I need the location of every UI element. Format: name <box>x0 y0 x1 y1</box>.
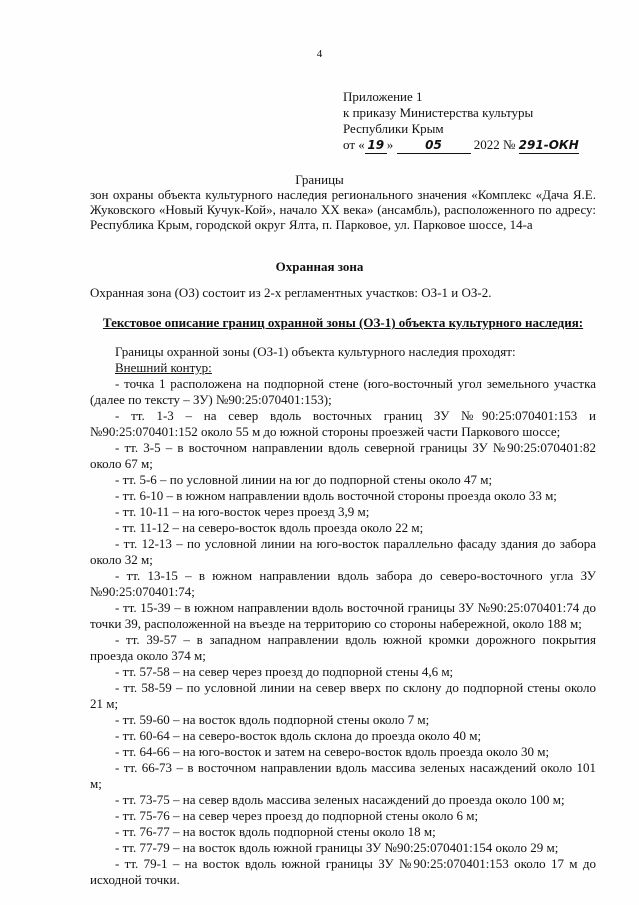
date-month: 05 <box>397 137 471 154</box>
boundary-item: - тт. 12-13 – по условной линии на юго-восток параллельно фасаду здания до забора около 32 м; <box>90 536 596 567</box>
boundary-item: - тт. 3-5 – в восточном направлении вдоль северной границы ЗУ №90:25:070401:82 около 67 м; <box>90 440 596 471</box>
intro-text: Охранная зона (ОЗ) состоит из 2-х регламентных участков: ОЗ-1 и ОЗ-2. <box>90 285 492 300</box>
appendix-block <box>343 89 579 154</box>
boundary-item: - тт. 15-39 – в южном направлении вдоль восточной границы ЗУ №90:25:070401:74 до точки 39, расположенной на въезде на территорию со стороны набережной, около 188 м; <box>90 600 596 631</box>
boundary-item: - тт. 10-11 – на юго-восток через проезд 3,9 м; <box>115 504 370 519</box>
section-heading: Охранная зона <box>275 259 364 274</box>
text-description-heading: Текстовое описание границ охранной зоны (ОЗ-1) объекта культурного наследия: <box>102 315 584 330</box>
boundary-item: - тт. 13-15 – в южном направлении вдоль забора до северо-восточного угла ЗУ №90:25:070401:74; <box>90 568 596 599</box>
boundary-item: - тт. 60-64 – на северо-восток вдоль склона до проезда около 40 м; <box>115 728 482 743</box>
boundary-item: - тт. 79-1 – на восток вдоль южной границы ЗУ №90:25:070401:153 около 17 м до исходной точки. <box>90 856 596 887</box>
boundary-item: - тт. 6-10 – в южном направлении вдоль восточной стороны проезда около 33 м; <box>115 488 557 503</box>
boundary-item: - тт. 73-75 – на север вдоль массива зеленых насаждений до проезда около 100 м; <box>115 792 565 807</box>
boundary-item: - тт. 76-77 – на восток вдоль подпорной стены около 18 м; <box>115 824 436 839</box>
boundary-description <box>90 344 596 888</box>
boundary-item: - тт. 39-57 – в западном направлении вдоль южной кромки дорожного покрытия проезда около 374 м; <box>90 632 596 663</box>
outer-contour-label: Внешний контур: <box>115 360 212 375</box>
lead-paragraph: Границы охранной зоны (ОЗ-1) объекта культурного наследия проходят: <box>115 344 516 359</box>
boundary-item: - тт. 11-12 – на северо-восток вдоль проезда около 22 м; <box>115 520 424 535</box>
page-number: 4 <box>316 48 323 60</box>
appendix-line-2: к приказу Министерства культуры <box>343 105 534 120</box>
boundary-item: - тт. 59-60 – на восток вдоль подпорной стены около 7 м; <box>115 712 430 727</box>
boundary-item: - тт. 58-59 – по условной линии на север вверх по склону до подпорной стены около 21 м; <box>90 680 596 711</box>
appendix-date-line <box>343 137 579 154</box>
boundary-item: - точка 1 расположена на подпорной стене (юго-восточный угол земельного участка (далее по тексту – ЗУ) №90:25:070401:153); <box>90 376 596 407</box>
boundary-item: - тт. 5-6 – по условной линии на юг до подпорной стены около 47 м; <box>115 472 493 487</box>
boundary-items-list <box>90 376 596 888</box>
document-title: Границы <box>295 172 344 187</box>
date-day: 19 <box>365 137 387 154</box>
boundary-item: - тт. 1-3 – на север вдоль восточных границ ЗУ №90:25:070401:153 и №90:25:070401:152 около 55 м до южной стороны проезжей части Паркового шоссе; <box>90 408 596 439</box>
boundary-item: - тт. 75-76 – на север через проезд до подпорной стены около 6 м; <box>115 808 479 823</box>
date-prefix: от « <box>343 137 365 152</box>
date-mid: » <box>386 137 394 152</box>
date-year: 2022 № <box>473 137 516 152</box>
order-number: 291-ОКН <box>518 138 579 152</box>
document-subtitle: зон охраны объекта культурного наследия регионального значения «Комплекс «Дача Я.Е. Жуковского «Новый Кучук-Кой», начало XX века» (ансамбль), расположенного по адресу: Республика Крым, городской округ Ялта, п. Парковое, ул. Парковое шоссе, 14-а <box>90 187 596 232</box>
boundary-item: - тт. 66-73 – в восточном направлении вдоль массива зеленых насаждений около 101 м; <box>90 760 596 791</box>
boundary-item: - тт. 64-66 – на юго-восток и затем на северо-восток вдоль проезда около 30 м; <box>115 744 550 759</box>
appendix-line-3: Республики Крым <box>343 121 444 136</box>
boundary-item: - тт. 57-58 – на север через проезд до подпорной стены 4,6 м; <box>115 664 454 679</box>
boundary-item: - тт. 77-79 – на восток вдоль южной границы ЗУ №90:25:070401:154 около 29 м; <box>115 840 559 855</box>
appendix-line-1: Приложение 1 <box>343 89 423 104</box>
